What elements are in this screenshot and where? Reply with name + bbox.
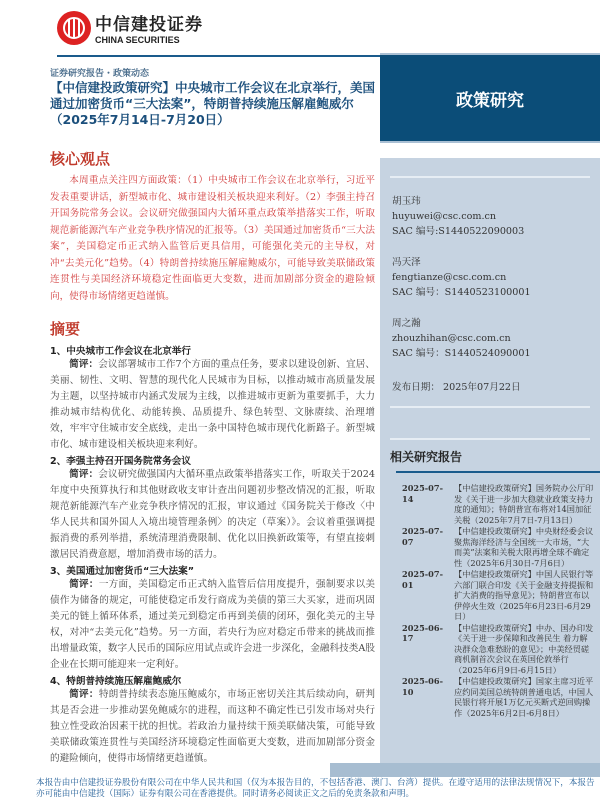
related-date: 2025-07-01	[402, 569, 443, 590]
related-heading: 相关研究报告	[390, 450, 463, 464]
related-date: 2025-06-17	[402, 622, 443, 643]
related-date: 2025-07-07	[402, 526, 443, 547]
header-rule	[57, 55, 380, 57]
summary-section-title: 1、中央城市工作会议在北京举行	[50, 346, 191, 357]
related-list	[402, 483, 594, 719]
divider	[390, 176, 590, 178]
author-name: 冯天泽	[392, 257, 421, 268]
comment-text: 会议部署城市工作7个方面的重点任务，要求以建设创新、宜居、美丽、韧性、文明、智慧的现代化人民城市为目标，以推动城市高质量发展为主题，以坚持城市内涵式发展为主线，以推进城市更新为重要抓手，大力推动城市结构优化、动能转换、品质提升、绿色转型、文脉赓续、治理增效，牢牢守住城市安全底线，走出一条中国特色城市现代化新路子。新型城市化、城市建设相关板块迎来利好。	[50, 359, 376, 450]
divider	[390, 406, 590, 408]
summary-section-text	[50, 467, 375, 563]
related-item[interactable]	[402, 483, 594, 525]
author	[392, 255, 531, 300]
related-date: 2025-07-14	[402, 483, 443, 504]
author-sac: SAC 编号：S1440523100001	[392, 287, 531, 298]
summary-section-title: 2、李强主持召开国务院常务会议	[50, 456, 191, 467]
core-heading: 核心观点	[50, 150, 111, 168]
comment-text: 特朗普持续表态施压鲍威尔，市场正密切关注其后续动向，研判其是否会进一步推动罢免鲍威尔的进程，而这种不确定性已引发市场对央行独立性受政治因素干扰的担忧。若政治力量持续干预美联储决策，可能导致美联储政策连贯性与美国经济环境稳定性面临更大变数，进而加剧部分资金的避险倾向，使得市场情绪更趋谨慎。	[50, 689, 376, 764]
related-item[interactable]	[402, 526, 594, 568]
publish-date: 发布日期： 2025年07月22日	[392, 382, 521, 393]
comment-label: 简评：	[69, 689, 99, 700]
divider	[390, 438, 590, 440]
author-name: 周之瀚	[392, 318, 421, 329]
core-text: 本周重点关注四方面政策：（1）中央城市工作会议在北京举行，习近平发表重要讲话，新型城市化、城市建设相关板块迎来利好。（2）李强主持召开国务院常务会议。会议研究做强国内大循环重点政策举措落实工作，听取规范新能源汽车产业竞争秩序情况的汇报等。（3）美国通过加密货币“三大法案”，美国稳定币正式纳入监管后更具信用，可能强化美元的主导权，对冲“去美元化”趋势。（4）特朗普持续施压解雇鲍威尔，可能导致美联储政策连贯性与美国经济环境稳定性面临更大变数，进而加剧部分资金的避险倾向，使得市场情绪更趋谨慎。	[50, 175, 375, 302]
section-band: 政策研究	[380, 53, 600, 143]
related-title[interactable]: 【中信建投政策研究】中国人民银行等六部门联合印发《关于金融支持提振和扩大消费的指导意见》；特朗普宣布以伊停火生效（2025年6月23日-6月29日）	[454, 569, 594, 621]
author-email[interactable]: huyuwei@csc.com.cn	[392, 211, 497, 222]
comment-text: 一方面，美国稳定币正式纳入监管后信用度提升，强制要求以美债作为储备的规定，可能使稳定币发行商成为美债的第三大买家，进而巩固美元的链上循环体系，通过美元到稳定币再到美债的闭环，强化美元的主导权，对冲“去美元化”趋势。另一方面，若央行为应对稳定币带来的挑战而推出增量政策，数字人民币的国际应用试点或许会进一步深化，金融科技类A股企业在长期可能迎来一定利好。	[50, 579, 376, 670]
author-email[interactable]: fengtianze@csc.com.cn	[392, 272, 507, 283]
comment-text: 会议研究做强国内大循环重点政策举措落实工作，听取关于2024年度中央预算执行和其他财政收支审计查出问题初步整改情况的汇报，听取规范新能源汽车产业竞争秩序情况的汇报，审议通过《国务院关于修改〈中华人民共和国外国人入境出境管理条例〉的决定（草案）》。会议着重强调提振消费的系列举措，系统清理消费限制、优化以旧换新政策等，有望直接刺激居民消费意愿，增加消费市场的活力。	[50, 469, 375, 560]
logo-mark-icon	[57, 11, 91, 45]
report-category: 证券研究报告・政策动态	[50, 69, 150, 79]
related-item[interactable]	[402, 623, 594, 676]
summary-section-title: 4、特朗普持续施压解雇鲍威尔	[50, 676, 182, 687]
related-item[interactable]	[402, 676, 594, 718]
author-email[interactable]: zhouzhihan@csc.com.cn	[392, 333, 511, 344]
logo-cn: 中信建投证券	[95, 15, 203, 35]
footer-bar	[330, 763, 600, 777]
summary-section-text	[50, 687, 375, 767]
summary-section-title: 3、美国通过加密货币“三大法案”	[50, 566, 195, 577]
related-rule	[396, 471, 600, 473]
sidebar	[380, 158, 600, 763]
related-date: 2025-06-10	[402, 676, 443, 697]
summary-body	[50, 343, 375, 767]
related-item[interactable]	[402, 569, 594, 622]
comment-label: 简评：	[69, 469, 99, 480]
related-title[interactable]: 【中信建投政策研究】国家主席习近平应约同美国总统特朗普通电话，中国人民银行将开展1万亿元买断式逆回购操作（2025年6月2日-6月8日）	[454, 676, 594, 718]
related-title[interactable]: 【中信建投政策研究】中办、国办印发《关于进一步保障和改善民生 着力解决群众急难愁盼的意见》；中美经贸磋商机制首次会议在英国伦敦举行（2025年6月9日-6月15日）	[454, 622, 594, 675]
comment-label: 简评：	[69, 579, 99, 590]
logo	[57, 10, 203, 45]
author	[392, 194, 524, 239]
summary-section-text	[50, 357, 375, 453]
comment-label: 简评：	[69, 359, 99, 370]
disclaimer: 本报告由中信建投证券股份有限公司在中华人民共和国（仅为本报告目的，不包括香港、澳门、台湾）提供。在遵守适用的法律法规情况下，本报告亦可能由中信建投（国际）证券有限公司在香港提供。同时请务必阅读正文之后的免责条款和声明。	[36, 778, 595, 799]
summary-section-text	[50, 577, 375, 673]
related-title[interactable]: 【中信建投政策研究】国务院办公厅印发《关于进一步加大稳就业政策支持力度的通知》；特朗普宣布将对14国加征关税（2025年7月7日-7月13日）	[454, 483, 594, 525]
related-title[interactable]: 【中信建投政策研究】中央财经委会议聚焦海洋经济与全国统一大市场，“大而美”法案和关税大限再增全球不确定性（2025年6月30日-7月6日）	[454, 526, 594, 568]
logo-en: CHINA SECURITIES	[95, 35, 180, 45]
author-sac: SAC 编号:S1440522090003	[392, 226, 525, 237]
report-title: 【中信建投政策研究】中央城市工作会议在北京举行，美国通过加密货币“三大法案”，特朗普持续施压解雇鲍威尔（2025年7月14日-7月20日）	[50, 80, 376, 127]
author-name: 胡玉玮	[392, 196, 421, 207]
author-sac: SAC 编号：S1440524090001	[392, 348, 531, 359]
author	[392, 316, 531, 361]
summary-heading: 摘要	[50, 320, 81, 338]
